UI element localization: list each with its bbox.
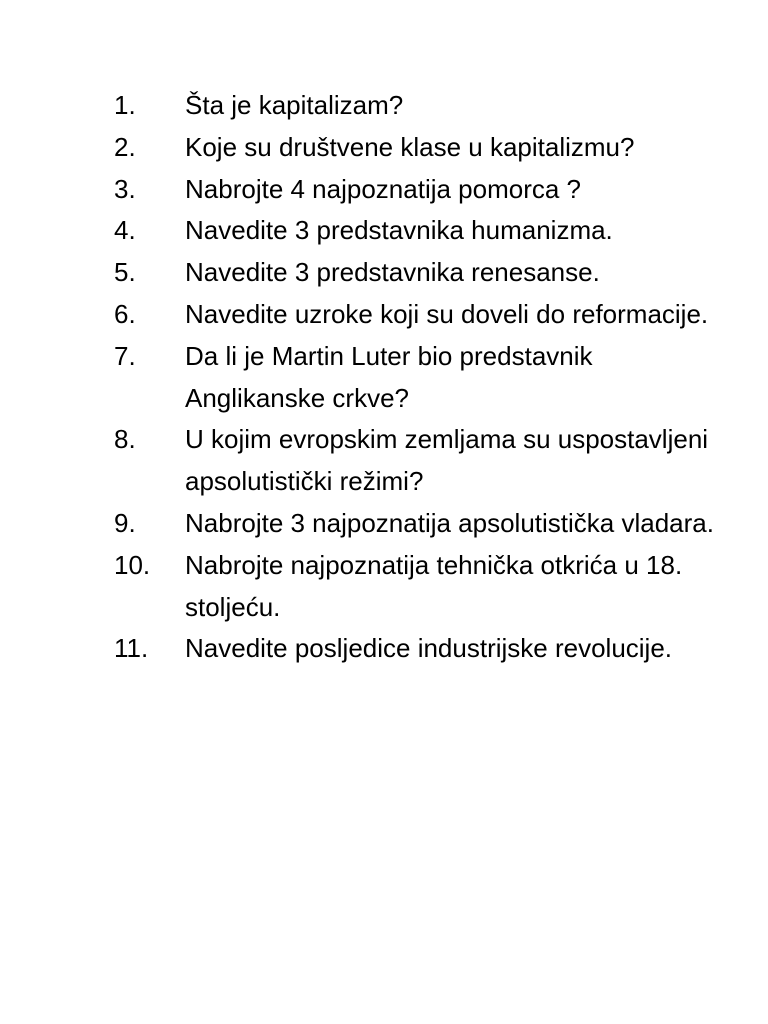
question-number: 5.	[114, 257, 136, 288]
question-number: 2.	[114, 131, 136, 162]
question-item-5	[114, 252, 714, 294]
question-item-10	[114, 545, 714, 629]
question-list	[114, 85, 714, 670]
question-item-4	[114, 210, 714, 252]
question-text: Navedite 3 predstavnika humanizma.	[185, 215, 613, 246]
question-item-11	[114, 628, 714, 670]
question-item-9	[114, 503, 714, 545]
question-text: Nabrojte 4 najpoznatija pomorca ?	[185, 173, 582, 204]
question-text: Šta je kapitalizam?	[185, 90, 404, 120]
question-number: 6.	[114, 298, 136, 329]
question-text: Nabrojte 3 najpoznatija apsolutistička vladara.	[185, 507, 714, 538]
question-text: Navedite 3 predstavnika renesanse.	[185, 257, 600, 288]
question-text: Da li je Martin Luter bio predstavnik Anglikanske crkve?	[185, 340, 593, 413]
question-number: 7.	[114, 340, 136, 371]
question-item-2	[114, 127, 714, 169]
question-text: Navedite uzroke koji su doveli do reformacije.	[185, 298, 709, 329]
question-item-1	[114, 85, 714, 127]
question-item-8	[114, 419, 714, 503]
question-number: 10.	[114, 549, 151, 580]
question-text: Nabrojte najpoznatija tehnička otkrića u 18. stoljeću.	[185, 549, 683, 622]
question-number: 3.	[114, 173, 136, 204]
question-item-7	[114, 336, 714, 420]
question-text: Koje su društvene klase u kapitalizmu?	[185, 131, 635, 162]
question-item-6	[114, 294, 714, 336]
question-number: 8.	[114, 424, 136, 455]
question-number: 11.	[114, 633, 149, 664]
question-text: Navedite posljedice industrijske revolucije.	[185, 633, 673, 664]
question-number: 9.	[114, 507, 136, 538]
question-number: 4.	[114, 215, 136, 246]
question-item-3	[114, 169, 714, 211]
question-number: 1.	[114, 90, 136, 120]
question-text: U kojim evropskim zemljama su uspostavljeni apsolutistički režimi?	[185, 424, 709, 497]
